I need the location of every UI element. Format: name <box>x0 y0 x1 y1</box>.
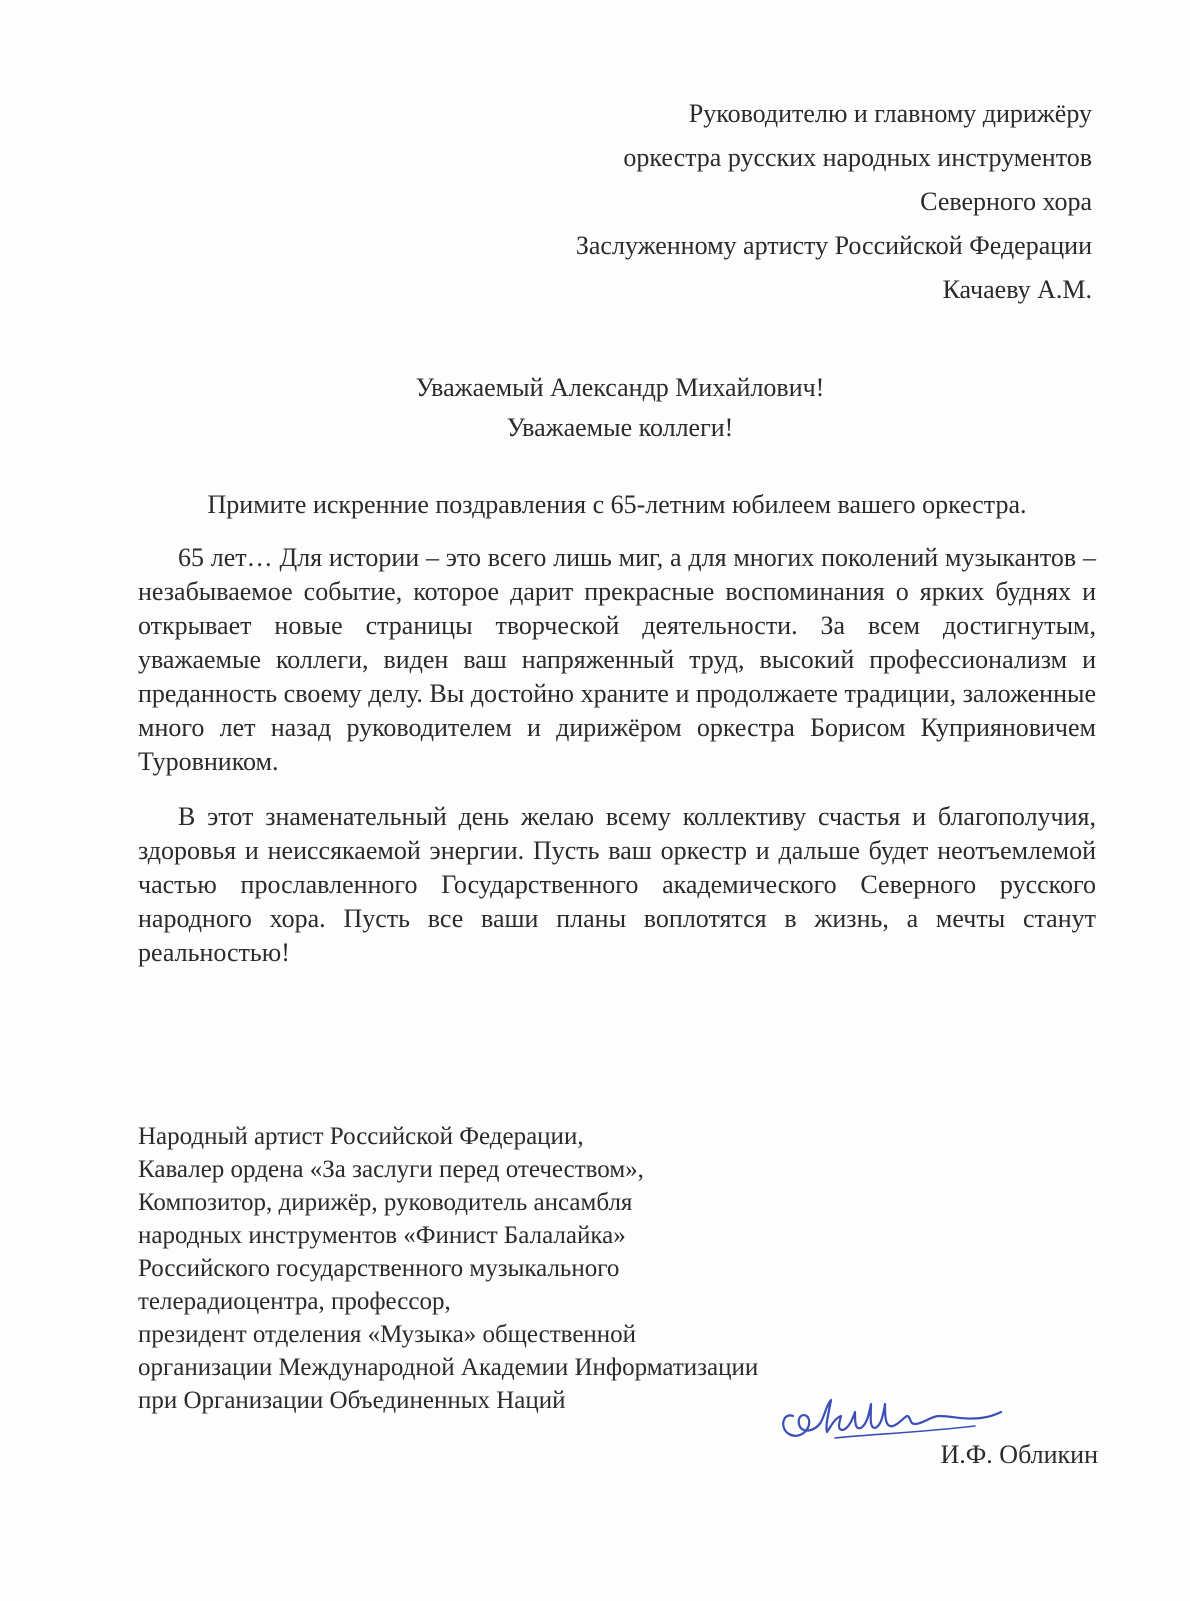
greeting-block <box>0 368 1190 448</box>
greeting-line-2: Уважаемые коллеги! <box>506 413 734 442</box>
signer-title-line: Российского государственного музыкального <box>138 1255 620 1282</box>
greeting-line-1: Уважаемый Александр Михайлович! <box>415 373 825 402</box>
signer-title-line: народных инструментов «Финист Балалайка» <box>138 1222 626 1249</box>
addressee-line: Северного хора <box>920 187 1092 216</box>
addressee-line: Заслуженному артисту Российской Федерации <box>575 231 1092 260</box>
addressee-line: Руководителю и главному дирижёру <box>688 99 1092 128</box>
signer-title-line: Кавалер ордена «За заслуги перед отечеством», <box>138 1156 644 1183</box>
paragraph-3: В этот знаменательный день желаю всему коллективу счастья и благополучия, здоровья и неиссякаемой энергии. Пусть ваш оркестр и дальше будет неотъемлемой частью прославленного Государственного академического Северного русского народного хора. Пусть все ваши планы воплотятся в жизнь, а мечты станут реальностью! <box>138 802 1096 967</box>
signer-titles <box>138 1120 898 1417</box>
paragraph-1: Примите искренние поздравления с 65-летним юбилеем вашего оркестра. <box>207 490 1027 519</box>
signer-title-line: Народный артист Российской Федерации, <box>138 1123 584 1150</box>
signer-title-line: Композитор, дирижёр, руководитель ансамбля <box>138 1189 633 1216</box>
signature-stroke <box>783 1400 1001 1436</box>
signature-underline <box>835 1426 975 1438</box>
addressee-block <box>392 92 1092 312</box>
signer-title-line: организации Международной Академии Информатизации <box>138 1354 759 1381</box>
addressee-line: оркестра русских народных инструментов <box>623 143 1092 172</box>
signer-title-line: президент отделения «Музыка» общественной <box>138 1321 637 1348</box>
signer-title-line: телерадиоцентра, профессор, <box>138 1288 451 1315</box>
signer-title-line: при Организации Объединенных Наций <box>138 1387 566 1414</box>
addressee-line: Качаеву А.М. <box>942 275 1092 304</box>
paragraph-2: 65 лет… Для истории – это всего лишь миг, а для многих поколений музыкантов – незабываемое событие, которое дарит прекрасные воспоминания о ярких буднях и открывает новые страницы творческой деятельности. За всем достигнутым, уважаемые коллеги, виден ваш напряженный труд, высокий профессионализм и преданность своему делу. Вы достойно храните и продолжаете традиции, заложенные много лет назад руководителем и дирижёром оркестра Борисом Куприяновичем Туровником. <box>138 543 1096 776</box>
signer-name: И.Ф. Обликин <box>940 1440 1098 1469</box>
